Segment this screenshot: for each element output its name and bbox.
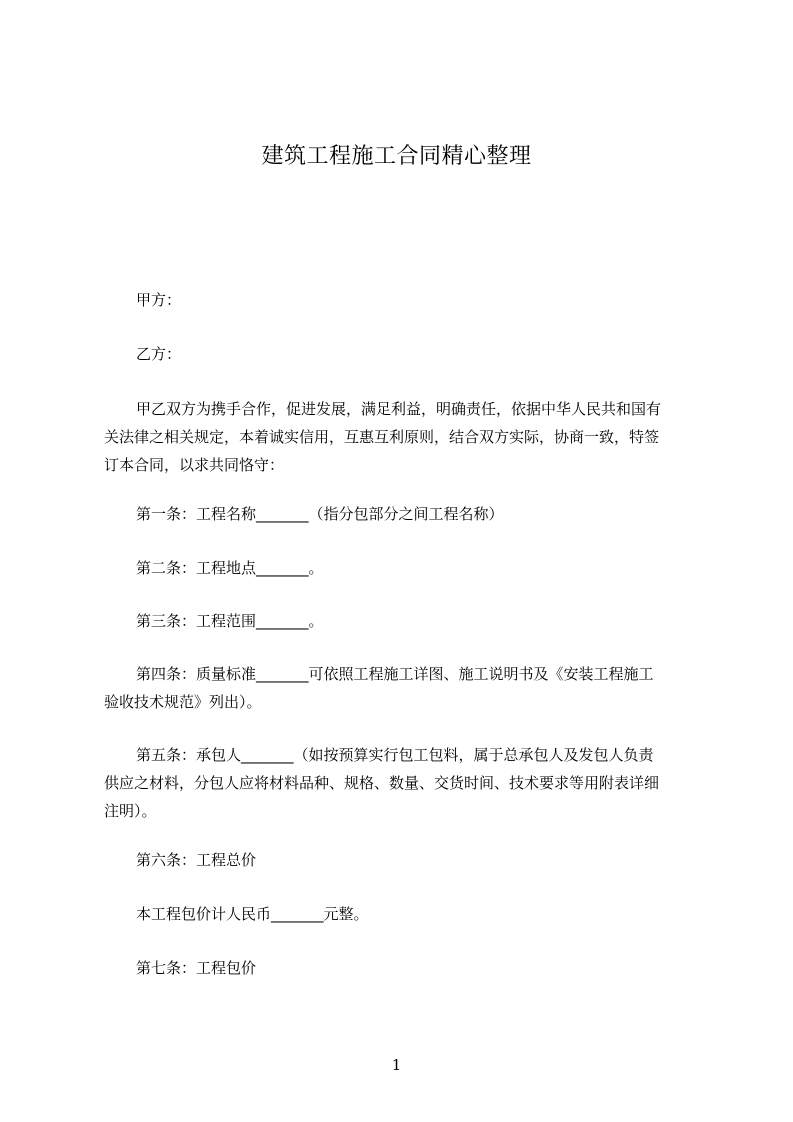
article-2: 第二条：工程地点_______。 <box>136 559 324 577</box>
article-5-line-3: 注明）。 <box>104 802 157 820</box>
intro-line-2: 关法律之相关规定，本着诚实信用，互惠互利原则，结合双方实际，协商一致，特签 <box>104 428 660 446</box>
document-title: 建筑工程施工合同精心整理 <box>261 144 532 169</box>
intro-line-1: 甲乙双方为携手合作，促进发展，满足利益，明确责任，依据中华人民共和国有 <box>136 400 662 418</box>
article-5-line-2: 供应之材料，分包人应将材料品种、规格、数量、交货时间、技术要求等用附表详细 <box>104 774 660 792</box>
article-5-line-1: 第五条：承包人_______（如按预算实行包工包料，属于总承包人及发包人负责 <box>136 746 654 764</box>
article-6: 第六条：工程总价 <box>136 851 257 869</box>
article-4-line-2: 验收技术规范》列出）。 <box>104 693 262 711</box>
party-a-label: 甲方： <box>136 291 182 309</box>
intro-line-3: 订本合同，以求共同恪守： <box>104 456 285 474</box>
article-7: 第七条：工程包价 <box>136 959 257 977</box>
article-1: 第一条：工程名称_______（指分包部分之间工程名称） <box>136 505 504 523</box>
page-number: 1 <box>391 1056 402 1074</box>
article-3: 第三条：工程范围_______。 <box>136 612 324 630</box>
article-6-body: 本工程包价计人民币_______元整。 <box>136 905 369 923</box>
article-4-line-1: 第四条：质量标准_______可依照工程施工详图、施工说明书及《安装工程施工 <box>136 665 654 683</box>
party-b-label: 乙方： <box>136 345 182 363</box>
